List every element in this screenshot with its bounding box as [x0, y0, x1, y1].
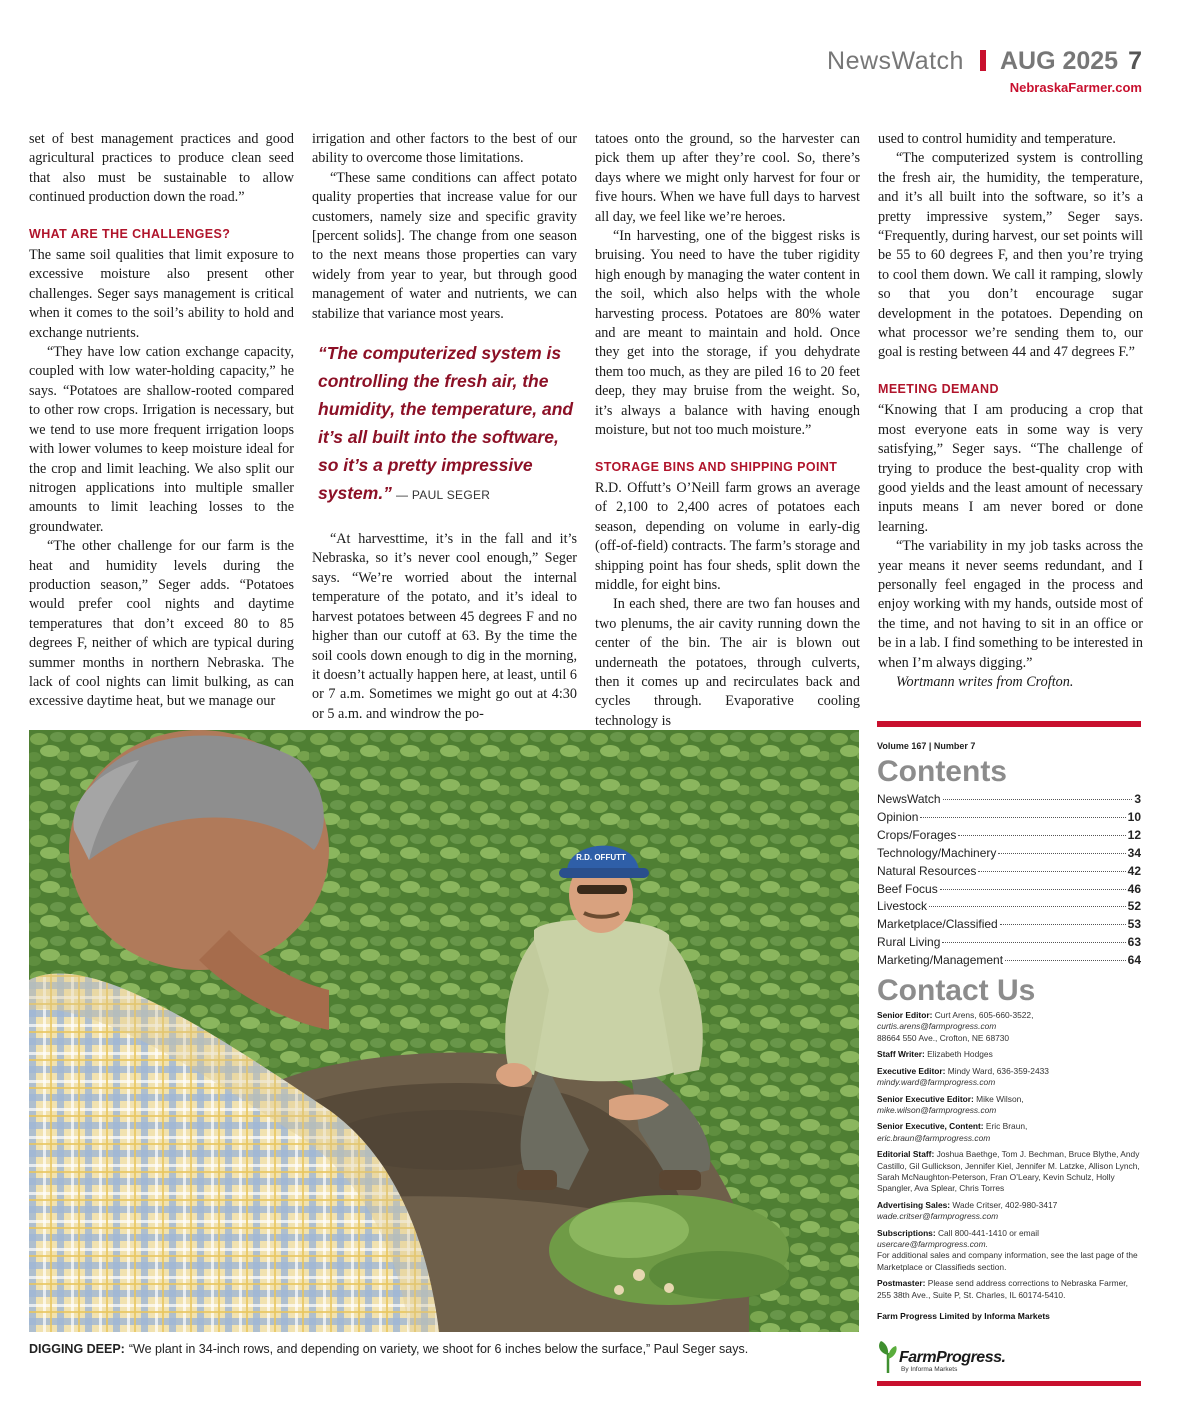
paragraph: “The other challenge for our farm is the heat and humidity levels during the production season,” Seger adds. “Potatoes would prefer cool nights and daytime temperatures that don’t exceed 80 to 85 degrees F, neither of which are typical during summer months in northern Nebraska. The lack of cool nights can limit bulking, as can excessive daytime heat, but we manage our [29, 538, 294, 710]
paragraph: used to control humidity and temperature. [878, 131, 1116, 147]
email-link[interactable]: wade.critser@farmprogress.com [877, 1211, 999, 1222]
pull-quote-attribution: — PAUL SEGER [395, 488, 491, 503]
toc-item[interactable]: Rural Living 63 [877, 935, 1141, 950]
section-name: NewsWatch [827, 47, 964, 75]
paragraph: set of best management practices and good agricultural practices to produce clean seed that also must be sustainable to allow continued production down the road.” [29, 131, 294, 206]
contact-staff-writer: Staff Writer: Elizabeth Hodges [877, 1049, 993, 1060]
subhead-storage: STORAGE BINS AND SHIPPING POINT [595, 459, 838, 474]
toc-item[interactable]: Natural Resources 42 [877, 863, 1141, 878]
paragraph: The same soil qualities that limit exposure to excessive moisture also present other challenges. Seger says management is critical when it comes to the soil’s ability to hold and exchange nutrients. [29, 247, 294, 341]
paragraph: “At harvesttime, it’s in the fall and it’s Nebraska, so it’s never cool enough,” Seger says. “We’re worried about the internal temperature of the potato, and it’s ideal to harvest potatoes between 45 degrees F and no higher than our cutoff at 63. By the time the soil cools down enough to dig in the morning, it doesn’t actually happen here, at least, until 6 or 7 a.m. Sometimes we might go out at 4:30 or 5 a.m. and windrow the po- [312, 531, 577, 722]
hat-logo-text: R.D. OFFUTT [576, 853, 626, 862]
header-divider [980, 50, 986, 71]
paragraph: irrigation and other factors to the best of our ability to overcome those limitations. [312, 131, 577, 167]
table-of-contents [877, 791, 1141, 970]
page-number: 7 [1128, 47, 1142, 75]
contact-senior-executive-content: Senior Executive, Content: Eric Braun, eric.braun@farmprogress.com [877, 1121, 1028, 1143]
subhead-demand: MEETING DEMAND [878, 381, 999, 396]
paragraph: “The computerized system is controlling the fresh air, the humidity, the temperature, and it’s all built into the software, so it’s a pretty impressive system,” Seger says. “Frequently, during harvest, our set points will be 55 to 60 degrees F, and then you’re trying to cool them down. We call it ramping, slowly so that you don’t encourage sugar development in the potatoes. Depending on what processor we’re sending them to, our goal is resting between 44 and 47 degrees F.” [878, 150, 1143, 361]
contact-title: Contact Us [877, 974, 1036, 1008]
sidebar-bottom-rule [877, 1381, 1141, 1386]
volume-number: Volume 167 | Number 7 [877, 741, 976, 751]
article-column-2 [312, 130, 577, 724]
email-link[interactable]: mike.wilson@farmprogress.com [877, 1104, 997, 1115]
contact-editorial-staff: Editorial Staff: Joshua Baethge, Tom J. Bechman, Bruce Blythe, Andy Castillo, Gil Gullickson, Jennifer Kiel, Jennifer M. Latzke, Allison Lynch, Sarah McNaughton-Peterson, Fran O’Leary, Kevin Schulz, Holly Spangler, Ava Splear, Chris Torres [877, 1149, 1140, 1194]
sidebar-top-rule [877, 721, 1141, 727]
feature-photo [29, 730, 859, 1332]
paragraph: In each shed, there are two fan houses and two plenums, the air cavity running down the center of the bin. The air is blown out underneath the potatoes, through culverts, then it comes up and recirculates back and cycles through. Evaporative cooling technology is [595, 596, 860, 729]
subhead-challenges: WHAT ARE THE CHALLENGES? [29, 226, 231, 241]
toc-item[interactable]: Livestock 52 [877, 899, 1141, 914]
paragraph: “These same conditions can affect potato quality properties that increase value for our customers, namely size and specific gravity [percent solids]. The change from one season to the next means those properties can vary widely from year to year, but through good management of water and nutrients, we can stabilize that variance most years. [312, 169, 577, 322]
email-link[interactable]: mindy.ward@farmprogress.com [877, 1077, 996, 1088]
contact-list [877, 1010, 1141, 1301]
paragraph: “They have low cation exchange capacity, coupled with low water-holding capacity,” he says. “Potatoes are shallow-rooted compared to other row crops. Irrigation is necessary, but we tend to use more frequent irrigation loops with lower volumes to keep moisture ideal for the crop and limit leaching. We also split our nitrogen applications into multiple smaller amounts to limit leaching losses to the groundwater. [29, 344, 294, 535]
photo-caption [29, 1342, 859, 1356]
toc-item[interactable]: Opinion 10 [877, 809, 1141, 824]
contact-postmaster: Postmaster: Please send address corrections to Nebraska Farmer, 255 38th Ave., Suite P, St. Charles, IL 60174-5410. [877, 1278, 1128, 1300]
email-link[interactable]: eric.braun@farmprogress.com [877, 1132, 991, 1143]
logo-wordmark: FarmProgress. [899, 1349, 1006, 1366]
contact-advertising-sales: Advertising Sales: Wade Critser, 402-980-3417 wade.critser@farmprogress.com [877, 1199, 1058, 1222]
email-link[interactable]: curtis.arens@farmprogress.com [877, 1021, 997, 1032]
issue-date: AUG 2025 [999, 47, 1119, 75]
photo-illustration [29, 730, 859, 1332]
sidebar [877, 721, 1141, 1386]
toc-item[interactable]: Marketing/Management 64 [877, 953, 1141, 968]
contents-title: Contents [877, 755, 1007, 788]
article-column-3 [595, 130, 860, 731]
toc-item[interactable]: NewsWatch 3 [877, 792, 1141, 806]
toc-item[interactable]: Marketplace/Classified 53 [877, 917, 1141, 932]
paragraph: “In harvesting, one of the biggest risks is bruising. You need to have the tuber rigidity high enough by managing the water content in the soil, which also helps with the whole harvesting process. Potatoes are 80% water and are meant to maintain and hold. Once they get into the storage, if you dehydrate them too much, as they are piled 16 to 20 feet deep, they may bruise from the weight. So, it’s always a balance with having enough moisture, but not too much moisture.” [595, 228, 860, 439]
site-url: NebraskaFarmer.com [1009, 80, 1142, 95]
author-signoff: Wortmann writes from Crofton. [896, 673, 1074, 690]
logo-subtext: By Informa Markets [901, 1366, 958, 1373]
contact-senior-executive-editor: Senior Executive Editor: Mike Wilson, mike.wilson@farmprogress.com [877, 1093, 1024, 1115]
contact-executive-editor: Executive Editor: Mindy Ward, 636-359-2433 mindy.ward@farmprogress.com [877, 1065, 1049, 1088]
contact-senior-editor: Senior Editor: Curt Arens, 605-660-3522, curtis.arens@farmprogress.com 88664 550 Ave., Crofton, NE 68730 [877, 1010, 1034, 1043]
paragraph: “The variability in my job tasks across the year means it never seems redundant, and I personally feel engaged in the process and enjoy working with my hands, outside most of the time, and not having to sit in an office or be in a lab. I find something to be interested in when I’m always digging.” [878, 538, 1143, 671]
pull-quote [318, 339, 577, 509]
paragraph: “Knowing that I am producing a crop that most everyone eats in some way is very satisfying,” Seger says. “The challenge of trying to produce the best-quality crop with good yields and the least amount of necessary inputs means I am never bored or done learning. [878, 402, 1143, 535]
article-column-1 [29, 130, 294, 712]
pull-quote-text: “The computerized system is controlling the fresh air, the humidity, the temperature, and it’s all built into the software, so it’s a pretty impressive system.” [318, 343, 574, 504]
toc-item[interactable]: Crops/Forages 12 [877, 827, 1141, 842]
email-link[interactable]: usercare@farmprogress.com. [877, 1238, 988, 1249]
paragraph: R.D. Offutt’s O’Neill farm grows an average of 2,100 to 2,400 acres of potatoes each season, depending on volume in early-dig (off-of-field) contracts. The farm’s storage and shipping point has four sheds, split down the middle, for eight bins. [595, 479, 860, 593]
page-header [827, 46, 1142, 95]
article-column-4 [878, 130, 1143, 692]
toc-item[interactable]: Beef Focus 46 [877, 881, 1141, 896]
contact-subscriptions: Subscriptions: Call 800-441-1410 or email usercare@farmprogress.com. For additional sales and company information, see the last page of the Marketplace or Classifieds section. [877, 1227, 1138, 1272]
caption-text: “We plant in 34-inch rows, and depending on variety, we shoot for 6 inches below the surface,” Paul Seger says. [128, 1342, 749, 1356]
farm-progress-logo [877, 1337, 1141, 1373]
leaf-logo-icon [877, 1339, 899, 1373]
toc-item[interactable]: Technology/Machinery 34 [877, 845, 1141, 860]
paragraph: tatoes onto the ground, so the harvester can pick them up after they’re cool. So, there’s days where we might only harvest for four or five hours. When we have full days to harvest all day, we feel like we’re heroes. [595, 131, 860, 225]
caption-label: DIGGING DEEP: [29, 1342, 125, 1356]
publisher-line: Farm Progress Limited by Informa Markets [877, 1311, 1050, 1321]
